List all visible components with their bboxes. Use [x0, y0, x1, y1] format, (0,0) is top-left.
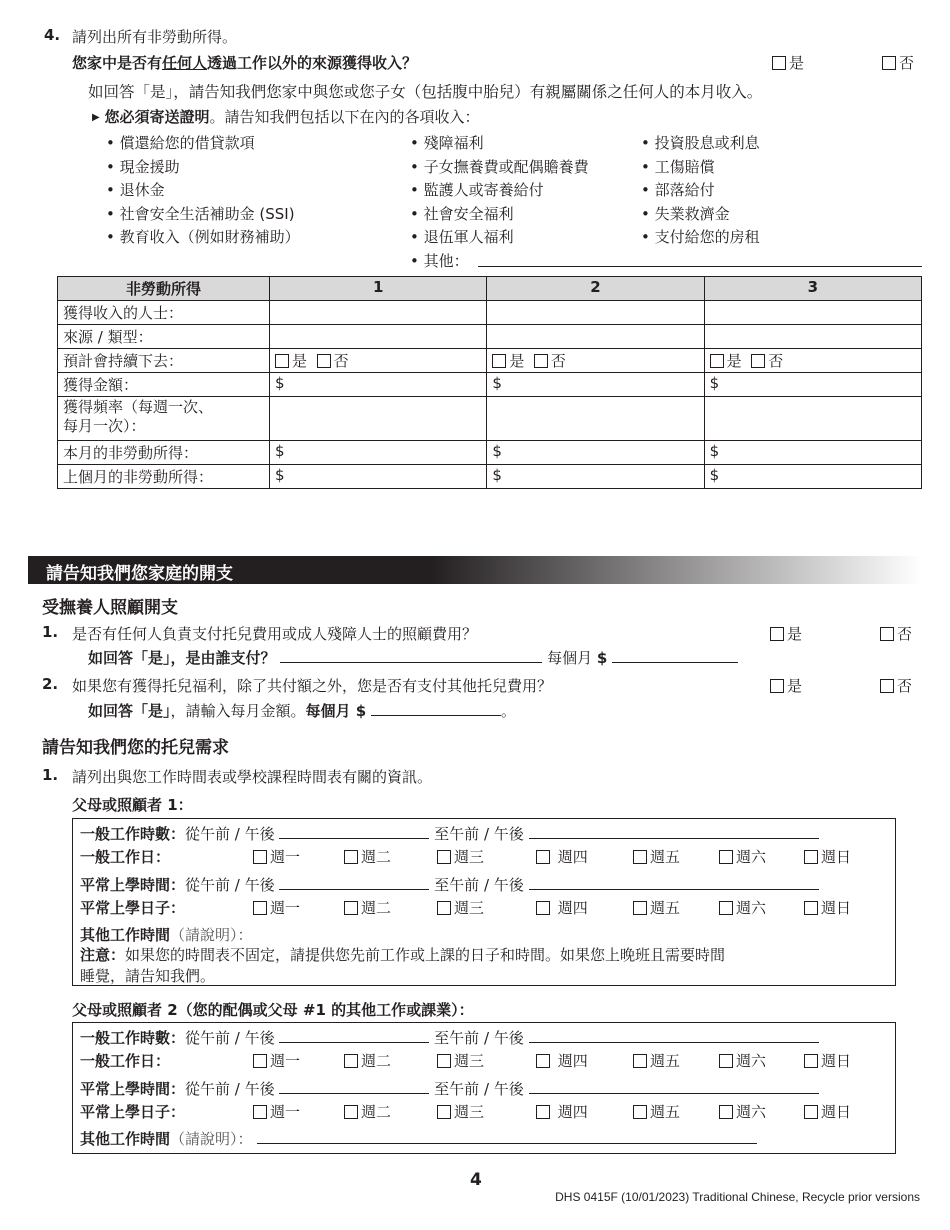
work-days-label: 一般工作日：	[80, 1052, 171, 1070]
day-checkbox[interactable]	[253, 1105, 267, 1119]
parent1-schedule-box	[72, 818, 896, 986]
exp-q2-no-option[interactable]: 否	[880, 675, 912, 696]
day-option[interactable]: 週日	[804, 897, 851, 918]
row-label: 上個月的非勞動所得：	[58, 465, 270, 489]
day-option[interactable]: 週五	[633, 1050, 719, 1071]
income-type: • 教育收入（例如財務補助）	[106, 228, 300, 246]
day-checkbox[interactable]	[437, 1105, 451, 1119]
copay-amount-line[interactable]	[371, 702, 501, 716]
day-option[interactable]: 週四	[536, 846, 633, 867]
exp-q2-text: 如果您有獲得托兒福利，除了共付額之外，您是否有支付其他托兒費用？	[72, 677, 553, 695]
work-days-options	[253, 846, 851, 867]
amount-cell[interactable]: $	[487, 373, 704, 397]
source-cell[interactable]	[270, 325, 487, 349]
day-checkbox[interactable]	[437, 1054, 451, 1068]
row-label: 預計會持續下去：	[58, 349, 270, 373]
day-option[interactable]: 週一	[253, 846, 344, 867]
other-hours-row: 其他工作時間（請說明）：	[80, 1128, 757, 1149]
continue-cell: 是 否	[270, 349, 487, 373]
no-checkbox[interactable]	[317, 354, 331, 368]
section-header-expenses: 請告知我們您家庭的開支	[28, 556, 922, 584]
this-month-cell[interactable]: $	[487, 441, 704, 465]
day-option[interactable]: 週一	[253, 1050, 344, 1071]
person-cell[interactable]	[270, 301, 487, 325]
school-days-options	[253, 1101, 851, 1122]
table-header: 非勞動所得	[58, 277, 270, 301]
exp-q2-yes-option[interactable]: 是	[770, 675, 802, 696]
q4-prompt: 請列出所有非勞動所得。	[72, 28, 238, 46]
day-option[interactable]: 週六	[719, 846, 804, 867]
no-checkbox[interactable]	[880, 679, 894, 693]
day-checkbox[interactable]	[536, 850, 550, 864]
income-type: • 子女撫養費或配偶贍養費	[410, 157, 589, 176]
source-cell[interactable]	[704, 325, 921, 349]
day-checkbox[interactable]	[633, 1105, 647, 1119]
income-type: • 償還給您的借貸款項	[106, 134, 255, 152]
day-option[interactable]: 週日	[804, 1050, 851, 1071]
work-from-line[interactable]	[279, 1029, 429, 1043]
income-types-col1	[106, 132, 300, 250]
income-type: • 殘障福利	[410, 134, 484, 152]
this-month-cell[interactable]: $	[270, 441, 487, 465]
yes-checkbox[interactable]	[275, 354, 289, 368]
no-checkbox[interactable]	[534, 354, 548, 368]
day-checkbox[interactable]	[536, 1054, 550, 1068]
day-checkbox[interactable]	[344, 1054, 358, 1068]
exp-q1-number: 1.	[42, 623, 59, 641]
last-month-cell[interactable]: $	[270, 465, 487, 489]
day-checkbox[interactable]	[253, 901, 267, 915]
table-header-row	[58, 277, 922, 301]
last-month-cell[interactable]: $	[487, 465, 704, 489]
day-checkbox[interactable]	[804, 850, 818, 864]
day-option[interactable]: 週六	[719, 897, 804, 918]
q4-question: 您家中是否有任何人透過工作以外的來源獲得收入？	[72, 54, 418, 72]
cc-q1-number: 1.	[42, 766, 59, 784]
income-type: • 現金援助	[106, 157, 180, 176]
day-checkbox[interactable]	[633, 901, 647, 915]
parent2-schedule-box	[72, 1022, 896, 1154]
schedule-note: 注意：如果您的時間表不固定，請提供您先前工作或上課的日子和時間。如果您上晚班且需要時間 睡覺，請告知我們。	[80, 946, 726, 985]
monthly-amount-line[interactable]	[612, 649, 738, 663]
school-to-line[interactable]	[529, 1080, 819, 1094]
amount-cell[interactable]: $	[704, 373, 921, 397]
day-checkbox[interactable]	[804, 1054, 818, 1068]
day-checkbox[interactable]	[719, 901, 733, 915]
table-row	[58, 349, 922, 373]
last-month-cell[interactable]: $	[704, 465, 921, 489]
day-option[interactable]: 週一	[253, 897, 344, 918]
day-option[interactable]: 週一	[253, 1101, 344, 1122]
yes-checkbox[interactable]	[770, 627, 784, 641]
day-option[interactable]: 週四	[536, 1101, 633, 1122]
day-option[interactable]: 週二	[344, 846, 437, 867]
amount-cell[interactable]: $	[270, 373, 487, 397]
income-type: • 部落給付	[641, 181, 715, 199]
exp-q1-yes-option[interactable]: 是	[770, 623, 802, 644]
day-option[interactable]: 週五	[633, 897, 719, 918]
table-row	[58, 325, 922, 349]
exp-q1-followup: 如回答「是」，是由誰支付？ 每個月 $	[88, 647, 738, 668]
form-id: DHS 0415F (10/01/2023) Traditional Chinese, Recycle prior versions	[555, 1190, 920, 1204]
person-cell[interactable]	[487, 301, 704, 325]
day-checkbox[interactable]	[344, 901, 358, 915]
no-checkbox[interactable]	[880, 627, 894, 641]
q4-proof: ▶ 您必須寄送證明。請告知我們包括以下在內的各項收入：	[92, 108, 480, 126]
day-checkbox[interactable]	[437, 901, 451, 915]
day-option[interactable]: 週三	[437, 1050, 536, 1071]
work-to-line[interactable]	[529, 825, 819, 839]
day-option[interactable]: 週三	[437, 897, 536, 918]
day-option[interactable]: 週二	[344, 1050, 437, 1071]
work-to-line[interactable]	[529, 1029, 819, 1043]
table-row	[58, 373, 922, 397]
day-option[interactable]: 週四	[536, 897, 633, 918]
row-label: 獲得金額：	[58, 373, 270, 397]
yes-checkbox[interactable]	[492, 354, 506, 368]
row-label: 獲得收入的人士：	[58, 301, 270, 325]
other-income-line[interactable]	[478, 266, 922, 267]
income-type-other: • 其他：	[410, 251, 469, 270]
continue-cell: 是 否	[487, 349, 704, 373]
row-label: 來源 / 類型：	[58, 325, 270, 349]
parent1-title: 父母或照顧者 1：	[72, 796, 193, 814]
table-row	[58, 441, 922, 465]
day-option[interactable]: 週二	[344, 1101, 437, 1122]
triangle-bullet-icon: ▶	[92, 112, 100, 123]
childcare-needs-title: 請告知我們您的托兒需求	[42, 738, 229, 758]
day-checkbox[interactable]	[437, 850, 451, 864]
income-type: • 社會安全福利	[410, 204, 514, 223]
table-row	[58, 397, 922, 441]
school-to-line[interactable]	[529, 876, 819, 890]
day-checkbox[interactable]	[719, 1105, 733, 1119]
other-hours-row: 其他工作時間（請說明）：	[80, 926, 253, 944]
income-types-col2	[410, 132, 589, 273]
frequency-cell[interactable]	[704, 397, 921, 441]
day-option[interactable]: 週三	[437, 1101, 536, 1122]
day-checkbox[interactable]	[633, 850, 647, 864]
person-cell[interactable]	[704, 301, 921, 325]
day-checkbox[interactable]	[536, 1105, 550, 1119]
school-from-line[interactable]	[279, 1080, 429, 1094]
income-types-col3	[641, 132, 760, 250]
day-option[interactable]: 週五	[633, 1101, 719, 1122]
exp-q2-followup: 如回答「是」，請輸入每月金額。每個月 $ 。	[88, 702, 516, 720]
parent2-title: 父母或照顧者 2（您的配偶或父母 #1 的其他工作或課業）：	[72, 1001, 474, 1019]
school-from-line[interactable]	[279, 876, 429, 890]
continue-cell: 是 否	[704, 349, 921, 373]
school-days-label: 平常上學日子：	[80, 899, 186, 917]
dependent-care-title: 受撫養人照顧開支	[42, 598, 178, 618]
school-hours-row: 平常上學時間：從午前 / 午後 至午前 / 午後	[80, 874, 819, 895]
exp-q1-text: 是否有任何人負責支付托兒費用或成人殘障人士的照顧費用？	[72, 625, 478, 643]
payer-input-line[interactable]	[280, 649, 542, 663]
school-hours-row: 平常上學時間：從午前 / 午後 至午前 / 午後	[80, 1078, 819, 1099]
day-option[interactable]: 週五	[633, 846, 719, 867]
income-type: • 社會安全生活補助金 (SSI)	[106, 204, 295, 223]
other-hours-line[interactable]	[257, 1130, 757, 1144]
day-checkbox[interactable]	[253, 1054, 267, 1068]
q4-yes-option[interactable]: 是	[772, 52, 804, 73]
day-option[interactable]: 週二	[344, 897, 437, 918]
work-from-line[interactable]	[279, 825, 429, 839]
school-days-options	[253, 897, 851, 918]
day-checkbox[interactable]	[719, 1054, 733, 1068]
q4-instruction: 如回答「是」，請告知我們您家中與您或您子女（包括腹中胎兒）有親屬關係之任何人的本月收入。	[88, 83, 763, 101]
table-row	[58, 301, 922, 325]
day-option[interactable]: 週三	[437, 846, 536, 867]
cc-q1-text: 請列出與您工作時間表或學校課程時間表有關的資訊。	[72, 768, 433, 786]
table-row	[58, 465, 922, 489]
income-type: • 投資股息或利息	[641, 134, 760, 152]
yes-checkbox[interactable]	[772, 56, 786, 70]
day-checkbox[interactable]	[804, 1105, 818, 1119]
yes-checkbox[interactable]	[710, 354, 724, 368]
income-type: • 監護人或寄養給付	[410, 181, 544, 199]
day-option[interactable]: 週日	[804, 846, 851, 867]
frequency-cell[interactable]	[487, 397, 704, 441]
work-days-options	[253, 1050, 851, 1071]
day-option[interactable]: 週日	[804, 1101, 851, 1122]
income-type: • 退休金	[106, 181, 165, 199]
table-header: 1	[270, 277, 487, 301]
day-option[interactable]: 週四	[536, 1050, 633, 1071]
no-checkbox[interactable]	[882, 56, 896, 70]
day-checkbox[interactable]	[536, 901, 550, 915]
frequency-cell[interactable]	[270, 397, 487, 441]
day-checkbox[interactable]	[633, 1054, 647, 1068]
day-option[interactable]: 週六	[719, 1101, 804, 1122]
source-cell[interactable]	[487, 325, 704, 349]
row-label: 本月的非勞動所得：	[58, 441, 270, 465]
work-hours-row: 一般工作時數：從午前 / 午後 至午前 / 午後	[80, 823, 819, 844]
income-type: • 失業救濟金	[641, 204, 730, 223]
row-label: 獲得頻率（每週一次、 每月一次）：	[58, 397, 270, 441]
income-type: • 工傷賠償	[641, 157, 715, 176]
exp-q2-number: 2.	[42, 675, 59, 693]
day-checkbox[interactable]	[804, 901, 818, 915]
work-days-label: 一般工作日：	[80, 848, 171, 866]
income-type: • 支付給您的房租	[641, 228, 760, 246]
work-hours-row: 一般工作時數：從午前 / 午後 至午前 / 午後	[80, 1027, 819, 1048]
table-header: 2	[487, 277, 704, 301]
unearned-income-table	[57, 276, 922, 489]
exp-q1-no-option[interactable]: 否	[880, 623, 912, 644]
day-checkbox[interactable]	[253, 850, 267, 864]
day-checkbox[interactable]	[344, 850, 358, 864]
school-days-label: 平常上學日子：	[80, 1103, 186, 1121]
this-month-cell[interactable]: $	[704, 441, 921, 465]
q4-no-option[interactable]: 否	[882, 52, 914, 73]
q4-number: 4.	[44, 26, 61, 44]
yes-checkbox[interactable]	[770, 679, 784, 693]
day-option[interactable]: 週六	[719, 1050, 804, 1071]
income-type: • 退伍軍人福利	[410, 228, 514, 246]
day-checkbox[interactable]	[344, 1105, 358, 1119]
no-checkbox[interactable]	[751, 354, 765, 368]
page-number: 4	[470, 1170, 482, 1190]
day-checkbox[interactable]	[719, 850, 733, 864]
table-header: 3	[704, 277, 921, 301]
